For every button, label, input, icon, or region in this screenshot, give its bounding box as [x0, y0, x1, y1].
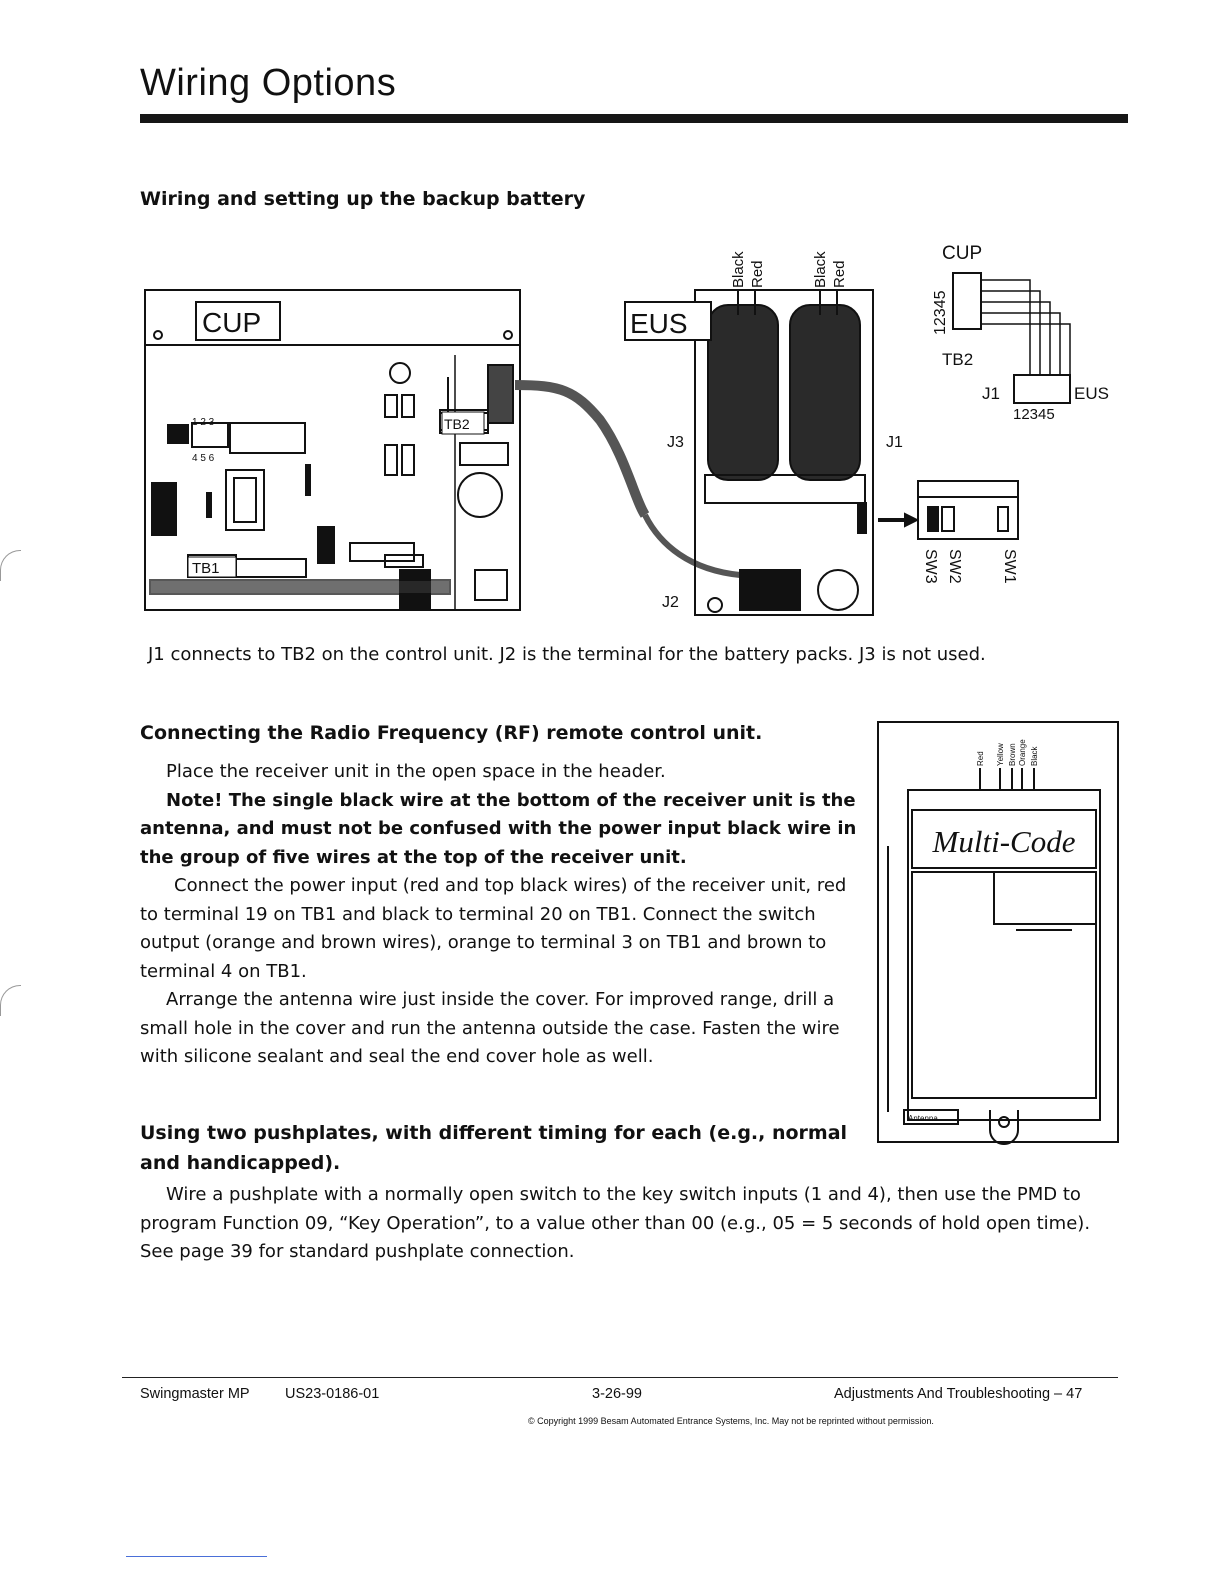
footer-section: Adjustments And Troubleshooting – 47 [834, 1386, 1083, 1402]
label-sw1: SW1 [1001, 549, 1018, 584]
antenna-label: Antenna [908, 1114, 938, 1123]
inset-tb2: TB2 [942, 350, 974, 369]
label-cup: CUP [202, 307, 262, 338]
section-rf-body [140, 758, 866, 1072]
note-text: The single black wire at the bottom of the receiver unit is the antenna, and must not be confused with the power input black wire in the group of five wires at the top of the receiver unit. [140, 789, 857, 868]
wire-label-red-2: Red [831, 260, 848, 288]
wire-black: Black [1030, 746, 1039, 766]
diagram-caption: J1 connects to TB2 on the control unit. J2 is the terminal for the battery packs. J3 is not used. [148, 644, 986, 665]
footer-doc-number: US23-0186-01 [285, 1386, 380, 1402]
rf-paragraph-note [140, 787, 866, 873]
wire-label-black-2: Black [812, 251, 829, 288]
footer-date: 3-26-99 [592, 1386, 642, 1402]
rf-paragraph-4: Arrange the antenna wire just inside the cover. For improved range, drill a small hole in the cover and run the antenna outside the case. Fasten the wire with silicone sealant and seal the end cover hole as well. [140, 989, 840, 1067]
section-heading-battery: Wiring and setting up the backup battery [140, 188, 586, 210]
wire-label-red-1: Red [749, 260, 766, 288]
inset-pins-bottom: 12345 [1013, 406, 1055, 423]
scan-artifact [0, 550, 21, 581]
section-heading-pushplates: Using two pushplates, with different timing for each (e.g., normal and handicapped). [140, 1122, 848, 1174]
label-sw3: SW3 [922, 549, 939, 584]
inset-cup: CUP [942, 243, 983, 264]
wire-orange: Orange [1018, 739, 1027, 766]
wire-brown: Brown [1008, 743, 1017, 766]
label-j2: J2 [662, 594, 679, 611]
footer-copyright: © Copyright 1999 Besam Automated Entrance Systems, Inc. May not be reprinted without permission. [528, 1416, 934, 1426]
inset-eus: EUS [1074, 384, 1109, 403]
section-pushplates-body [140, 1181, 1122, 1267]
wire-red: Red [976, 751, 985, 766]
rf-paragraph-1: Place the receiver unit in the open space in the header. [166, 761, 666, 782]
title-rule [140, 114, 1128, 123]
receiver-unit-illustration [876, 720, 1122, 1146]
label-jumper-top: 1 2 3 [192, 417, 215, 428]
rf-paragraph-3: Connect the power input (red and top black wires) of the receiver unit, red to terminal 19 on TB1 and black to terminal 20 on TB1. Connect the switch output (orange and brown wires), orange to terminal 3 on TB1 and brown to terminal 4 on TB1. [140, 875, 847, 982]
inset-j1: J1 [982, 384, 1000, 403]
pushplates-paragraph: Wire a pushplate with a normally open switch to the key switch inputs (1 and 4), then use the PMD to program Function 09, “Key Operation”, to a value other than 00 (e.g., 05 = 5 seconds of hold open time). See page 39 for standard pushplate connection. [140, 1184, 1091, 1262]
label-eus: EUS [630, 308, 688, 339]
scan-artifact [0, 985, 21, 1016]
page-title: Wiring Options [140, 62, 397, 104]
note-lead: Note! [166, 789, 223, 811]
label-tb1: TB1 [192, 560, 220, 577]
label-jumper-bottom: 4 5 6 [192, 453, 215, 464]
label-j3: J3 [667, 434, 684, 451]
footer-product: Swingmaster MP [140, 1386, 250, 1402]
label-j1: J1 [886, 434, 903, 451]
brand-multi-code: Multi-Code [932, 824, 1076, 859]
footer-rule [122, 1377, 1118, 1378]
wire-yellow: Yellow [996, 743, 1005, 766]
label-tb2: TB2 [444, 416, 470, 432]
label-sw2: SW2 [946, 549, 963, 584]
wiring-diagram-battery [130, 225, 1130, 625]
section-heading-rf: Connecting the Radio Frequency (RF) remote control unit. [140, 722, 763, 744]
scan-artifact-line [126, 1556, 267, 1557]
wire-label-black-1: Black [730, 251, 747, 288]
inset-pins-left: 12345 [932, 290, 949, 335]
